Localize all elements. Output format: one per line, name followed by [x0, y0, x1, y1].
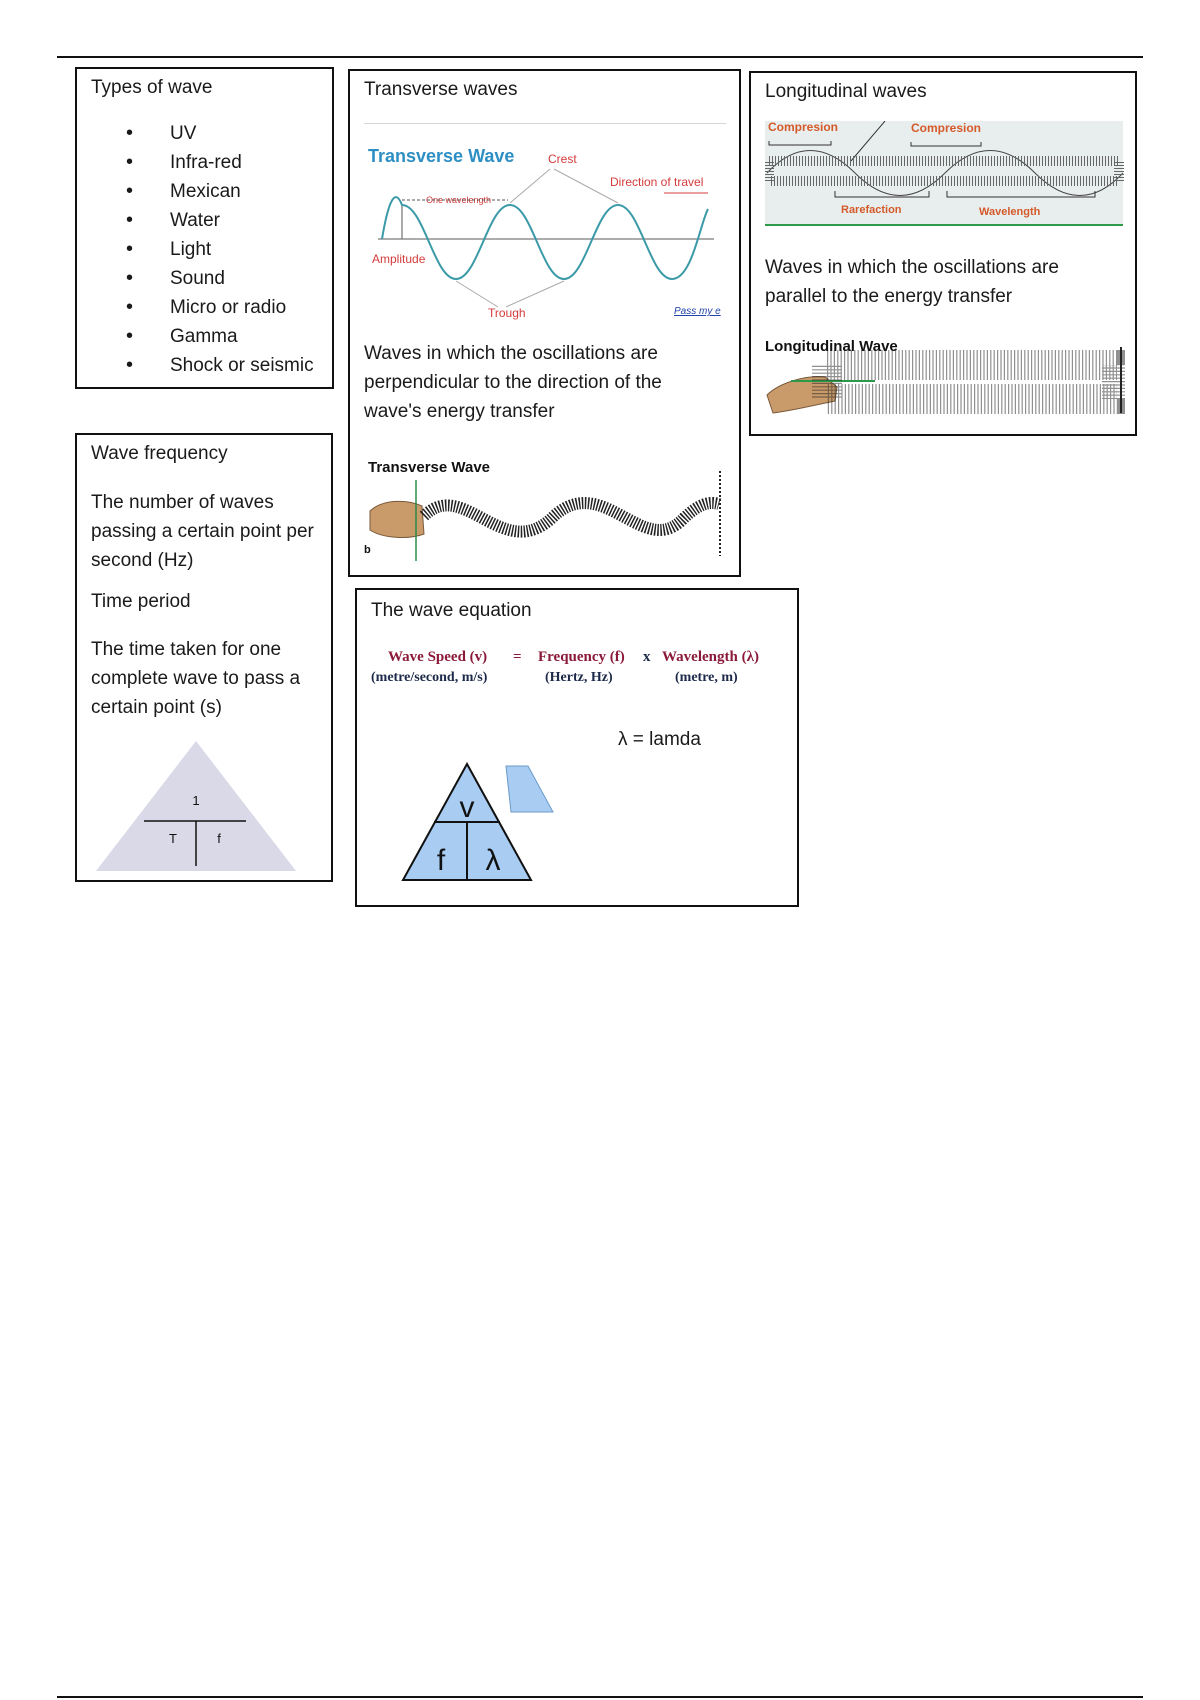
title-underline: [364, 123, 726, 124]
diagram-heading: Transverse Wave: [368, 146, 515, 166]
longitudinal-description: Waves in which the oscillations are parallel to the energy transfer: [765, 257, 1059, 307]
triangle-left-label: T: [169, 831, 177, 846]
list-item: • Micro or radio: [126, 293, 314, 322]
triangle-top-label: v: [459, 791, 475, 824]
crest-label: Crest: [548, 152, 577, 166]
wavelength-term: Wavelength (λ): [662, 649, 759, 665]
credit-label: Pass my e: [674, 306, 721, 317]
transverse-description: Waves in which the oscillations are perpendicular to the direction of the wave's energy transfer: [364, 343, 662, 422]
trough-label: Trough: [488, 306, 526, 320]
triangle-top-label: 1: [192, 793, 200, 808]
lambda-note: λ = lamda: [618, 729, 701, 750]
top-rule: [57, 56, 1143, 58]
small-blue-shape: [506, 766, 553, 812]
equals-sign: =: [513, 649, 522, 665]
frequency-triangle-diagram: [91, 741, 301, 876]
wave-equation-title: The wave equation: [371, 600, 532, 621]
transverse-waves-title: Transverse waves: [364, 79, 518, 100]
longitudinal-waves-title: Longitudinal waves: [765, 81, 927, 102]
longitudinal-wave-diagram: [765, 121, 1125, 231]
list-item: • Sound: [126, 264, 314, 293]
wavelength-label: Wavelength: [979, 206, 1041, 218]
list-item: • Infra-red: [126, 148, 314, 177]
wavelength-label: One wavelength: [426, 195, 492, 205]
direction-label: Direction of travel: [610, 175, 704, 189]
triangle-left-label: f: [436, 844, 446, 877]
longitudinal-waves-box: [749, 71, 1137, 436]
list-item: • Light: [126, 235, 314, 264]
transverse-waves-box: [348, 69, 741, 577]
types-of-wave-list: [126, 119, 314, 380]
times-sign: x: [643, 649, 651, 665]
frequency-term: Frequency (f): [538, 649, 625, 665]
triangle-right-label: λ: [485, 844, 501, 877]
spring-heading: Transverse Wave: [368, 459, 491, 476]
rarefaction-label: Rarefaction: [841, 204, 902, 216]
list-item: • Gamma: [126, 322, 314, 351]
list-item: • UV: [126, 119, 314, 148]
period-definition: The time taken for one complete wave to pass a certain point (s): [91, 639, 301, 718]
frequency-definition: The number of waves passing a certain point per second (Hz): [91, 492, 314, 571]
compression-label-1: Compresion: [768, 121, 839, 134]
wavelength-unit: (metre, m): [675, 670, 738, 685]
wave-frequency-title: Wave frequency: [91, 443, 228, 464]
speed-unit: (metre/second, m/s): [371, 670, 488, 685]
transverse-wave-curve: [382, 197, 708, 279]
compression-label-2: Compresion: [911, 121, 982, 135]
wave-speed-term: Wave Speed (v): [388, 649, 488, 665]
wave-equation-box: [355, 588, 799, 907]
frequency-unit: (Hertz, Hz): [545, 670, 613, 685]
wave-equation-triangle: [401, 762, 581, 890]
spring-heading: Longitudinal Wave: [765, 338, 898, 355]
transverse-spring-diagram: [364, 456, 726, 571]
types-of-wave-box: [75, 67, 334, 389]
list-item: • Mexican: [126, 177, 314, 206]
wave-frequency-box: [75, 433, 333, 882]
list-item: • Water: [126, 206, 314, 235]
transverse-wave-diagram: [364, 139, 726, 329]
list-item: • Shock or seismic: [126, 351, 314, 380]
spring-label: b: [364, 544, 371, 556]
types-of-wave-title: Types of wave: [91, 77, 213, 98]
amplitude-label: Amplitude: [372, 252, 426, 266]
time-period-title: Time period: [91, 591, 191, 612]
triangle-right-label: f: [217, 831, 221, 846]
longitudinal-spring-diagram: [765, 335, 1125, 430]
bottom-rule: [57, 1696, 1143, 1698]
